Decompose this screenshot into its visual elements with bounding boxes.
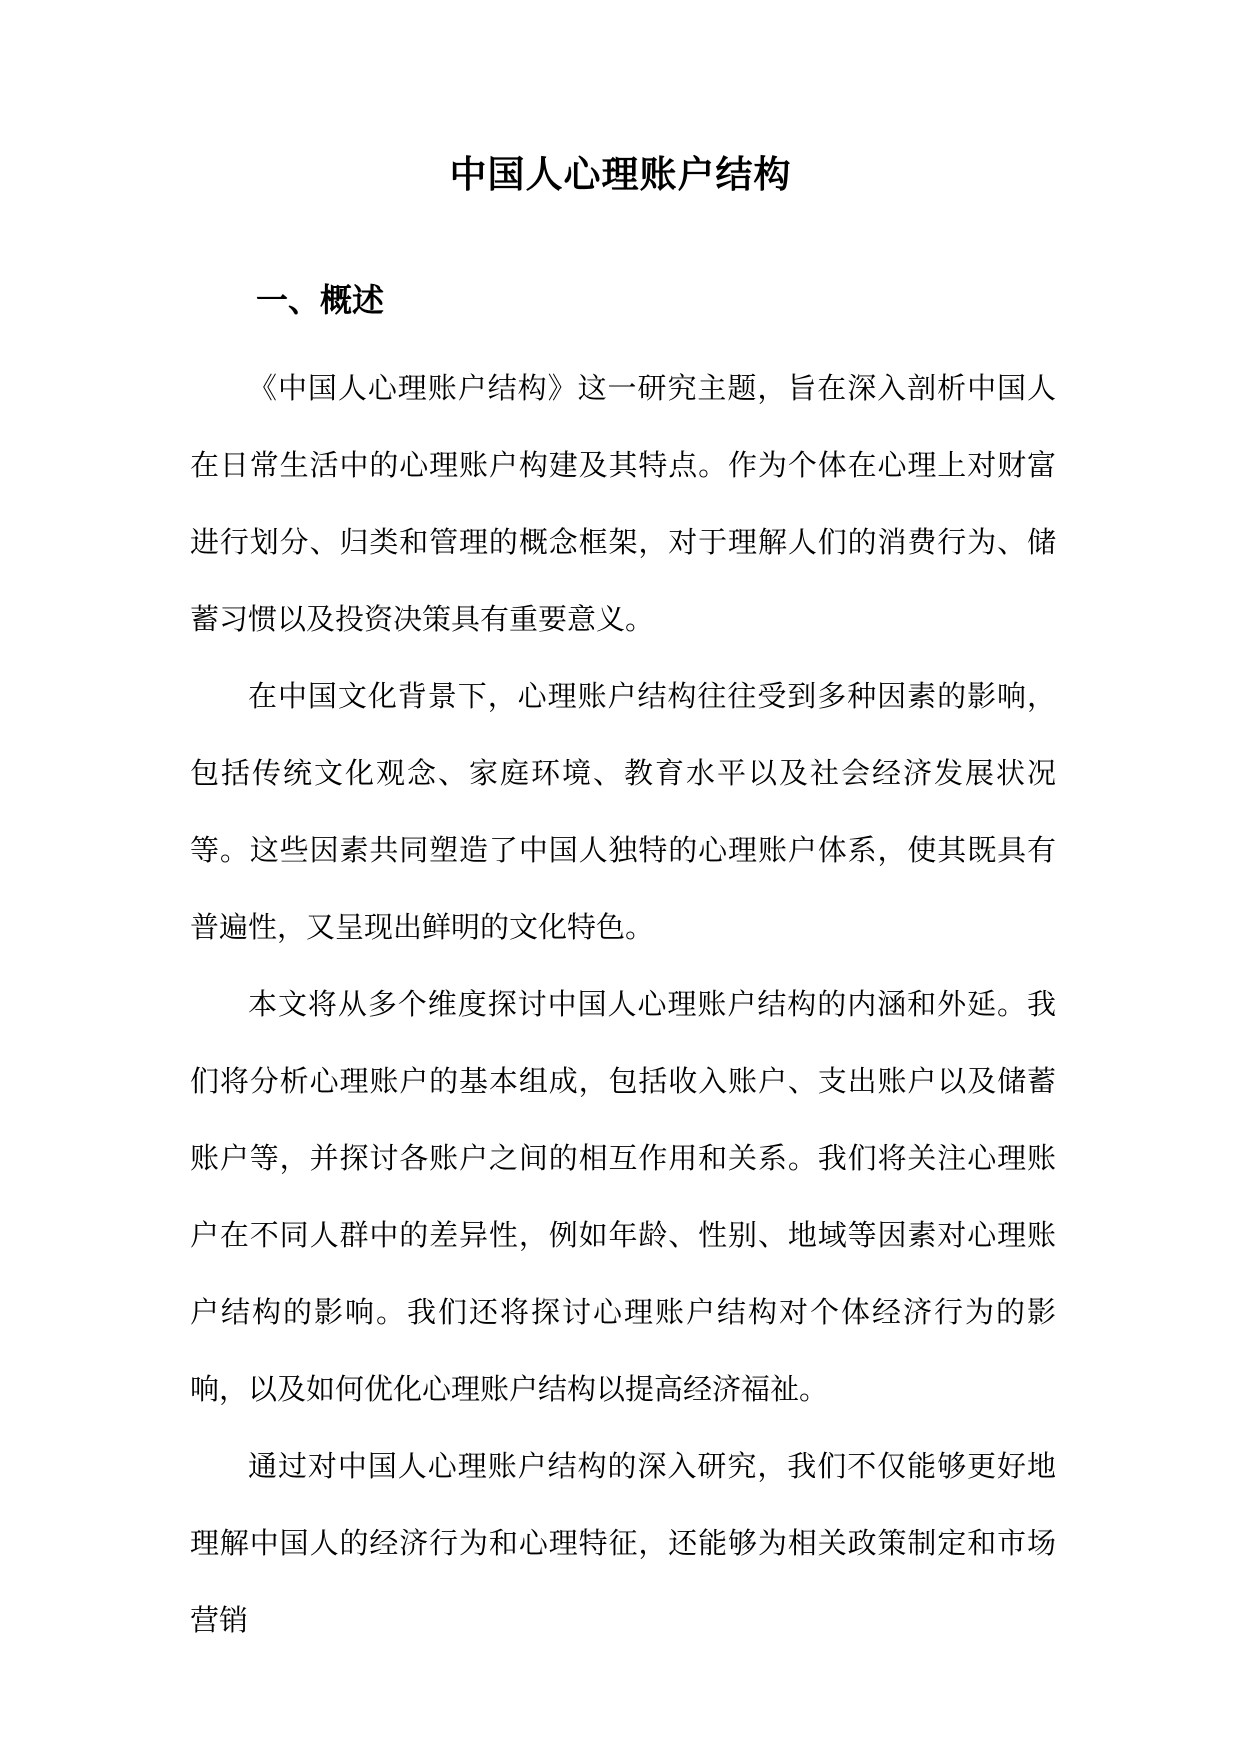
document-title: 中国人心理账户结构 (449, 153, 792, 196)
body-paragraph-1: 《中国人心理账户结构》这一研究主题，旨在深入剖析中国人在日常生活中的心理账户构建及其特点。作为个体在心理上对财富进行划分、归类和管理的概念框架，对于理解人们的消费行为、储蓄习惯以及投资决策具有重要意义。 (190, 371, 1056, 636)
body-paragraph-4: 通过对中国人心理账户结构的深入研究，我们不仅能够更好地理解中国人的经济行为和心理特征，还能够为相关政策制定和市场营销 (190, 1449, 1056, 1637)
section-heading: 一、概述 (256, 281, 385, 319)
body-paragraph-3: 本文将从多个维度探讨中国人心理账户结构的内涵和外延。我们将分析心理账户的基本组成，包括收入账户、支出账户以及储蓄账户等，并探讨各账户之间的相互作用和关系。我们将关注心理账户在不同人群中的差异性，例如年龄、性别、地域等因素对心理账户结构的影响。我们还将探讨心理账户结构对个体经济行为的影响，以及如何优化心理账户结构以提高经济福祉。 (190, 987, 1056, 1406)
body-paragraph-2: 在中国文化背景下，心理账户结构往往受到多种因素的影响，包括传统文化观念、家庭环境、教育水平以及社会经济发展状况等。这些因素共同塑造了中国人独特的心理账户体系，使其既具有普遍性，又呈现出鲜明的文化特色。 (190, 679, 1056, 944)
